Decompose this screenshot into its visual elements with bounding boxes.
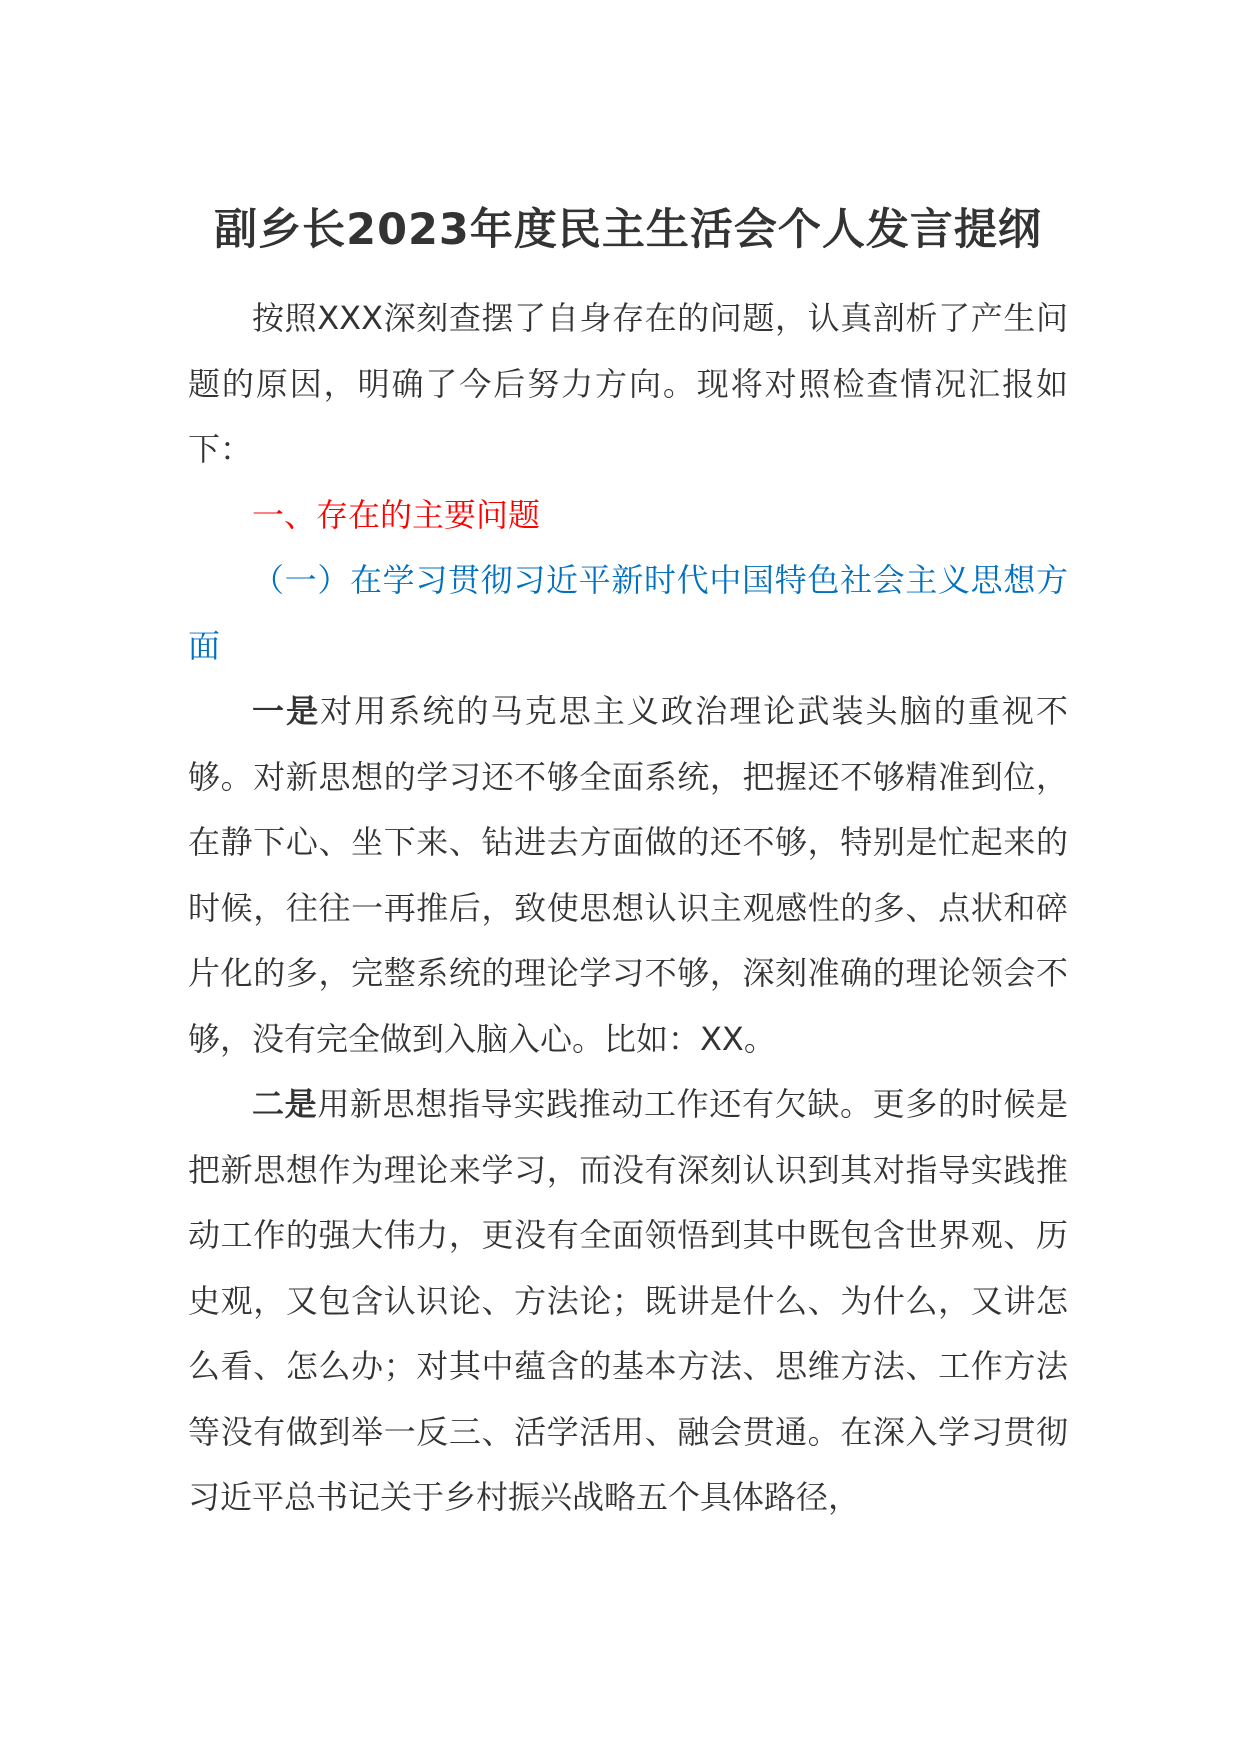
point-lead-2: 二是 (252, 1085, 318, 1123)
point-lead-1: 一是 (252, 692, 321, 730)
section-heading: 一、存在的主要问题 (252, 495, 541, 534)
subsection-heading: （一）在学习贯彻习近平新时代中国特色社会主义思想方面 (188, 561, 1068, 665)
document-title: 副乡长2023年度民主生活会个人发言提纲 (214, 205, 1042, 255)
point-paragraph-2 (188, 1072, 1068, 1531)
point-paragraph-1 (188, 679, 1068, 1072)
point-text-2: 用新思想指导实践推动工作还有欠缺。更多的时候是把新思想作为理论来学习，而没有深刻认识到其对指导实践推动工作的强大伟力，更没有全面领悟到其中既包含世界观、历史观，又包含认识论、方法论；既讲是什么、为什么，又讲怎么看、怎么办；对其中蕴含的基本方法、思维方法、工作方法等没有做到举一反三、活学活用、融会贯通。在深入学习贯彻习近平总书记关于乡村振兴战略五个具体路径， (188, 1085, 1068, 1516)
document-page (188, 200, 1068, 1531)
point-text-1: 对用系统的马克思主义政治理论武装头脑的重视不够。对新思想的学习还不够全面系统，把握还不够精准到位，在静下心、坐下来、钻进去方面做的还不够，特别是忙起来的时候，往往一再推后，致使思想认识主观感性的多、点状和碎片化的多，完整系统的理论学习不够，深刻准确的理论领会不够，没有完全做到入脑入心。比如：XX。 (188, 692, 1068, 1058)
intro-paragraph: 按照XXX深刻查摆了自身存在的问题，认真剖析了产生问题的原因，明确了今后努力方向。现将对照检查情况汇报如下： (188, 299, 1068, 468)
